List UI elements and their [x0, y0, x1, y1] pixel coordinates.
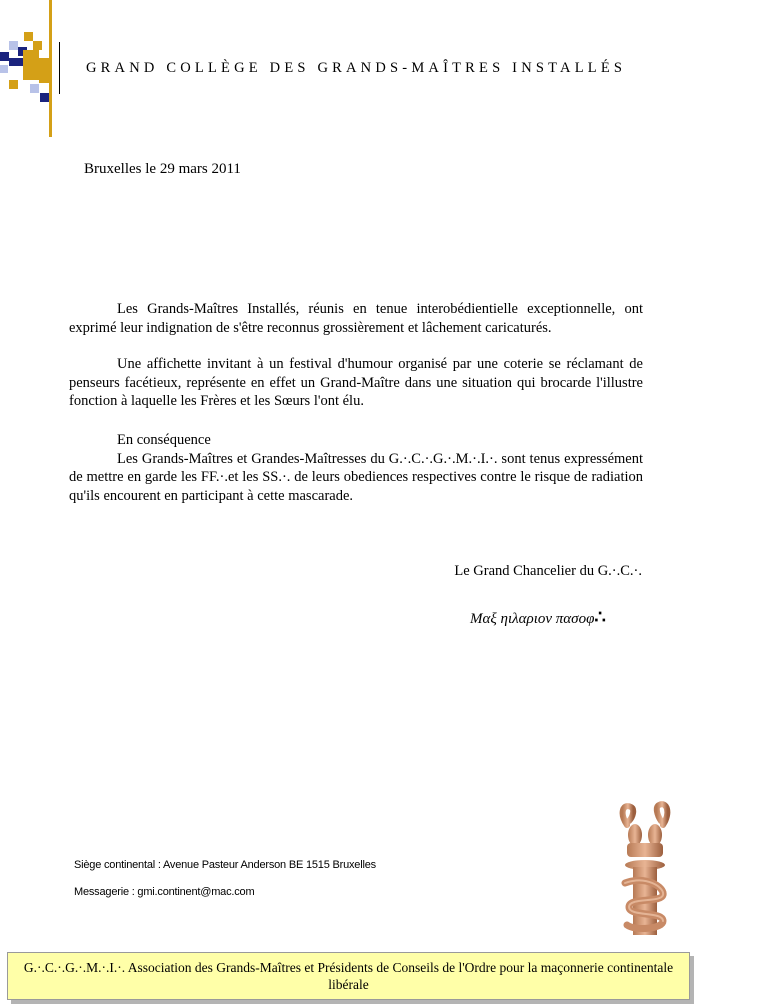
organization-title: GRAND COLLÈGE DES GRANDS-MAÎTRES INSTALLÉS [86, 60, 627, 76]
letter-date: Bruxelles le 29 mars 2011 [84, 161, 241, 177]
contact-email[interactable]: Messagerie : gmi.continent@mac.com [74, 886, 255, 898]
signature-name [470, 607, 607, 628]
signature-title: Le Grand Chancelier du G.·.C.·. [454, 563, 642, 579]
logo-gold-rule [49, 0, 52, 137]
association-footer [7, 952, 690, 1000]
consequence-label: En conséquence [117, 432, 211, 448]
paragraph-consequence [69, 431, 643, 505]
logo-divider [59, 42, 60, 94]
association-text: G.·.C.·.G.·.M.·.I.·. Association des Grands-Maîtres et Présidents de Conseils de l'Ordre pour la maçonnerie continentale libérale [23, 960, 674, 992]
signature-name-text: Μαξ ηιλαριον πασοφ [470, 611, 595, 627]
signature-dots: ∴ [594, 607, 607, 627]
serpent-statue-icon [605, 795, 685, 940]
paragraph-poster: Une affichette invitant à un festival d'humour organisé par une coterie se réclamant de penseurs facétieux, représente en effet un Grand-Maître dans une situation qui brocarde l'illustre fonction à laquelle les Frères et les Sœurs l'ont élu. [69, 356, 643, 409]
paragraph-indignation: Les Grands-Maîtres Installés, réunis en tenue interobédientielle exceptionnelle, ont exprimé leur indignation de s'être reconnus grossièrement et lâchement caricaturés. [69, 301, 643, 336]
headquarters-address: Siège continental : Avenue Pasteur Anderson BE 1515 Bruxelles [74, 859, 376, 871]
consequence-text: Les Grands-Maîtres et Grandes-Maîtresses du G.·.C.·.G.·.M.·.I.·. sont tenus expressément de mettre en garde les FF.·.et les SS.·. de leurs obediences respectives contre le risque de radiation qu'ils encourent en participant à cette mascarade. [69, 450, 643, 504]
